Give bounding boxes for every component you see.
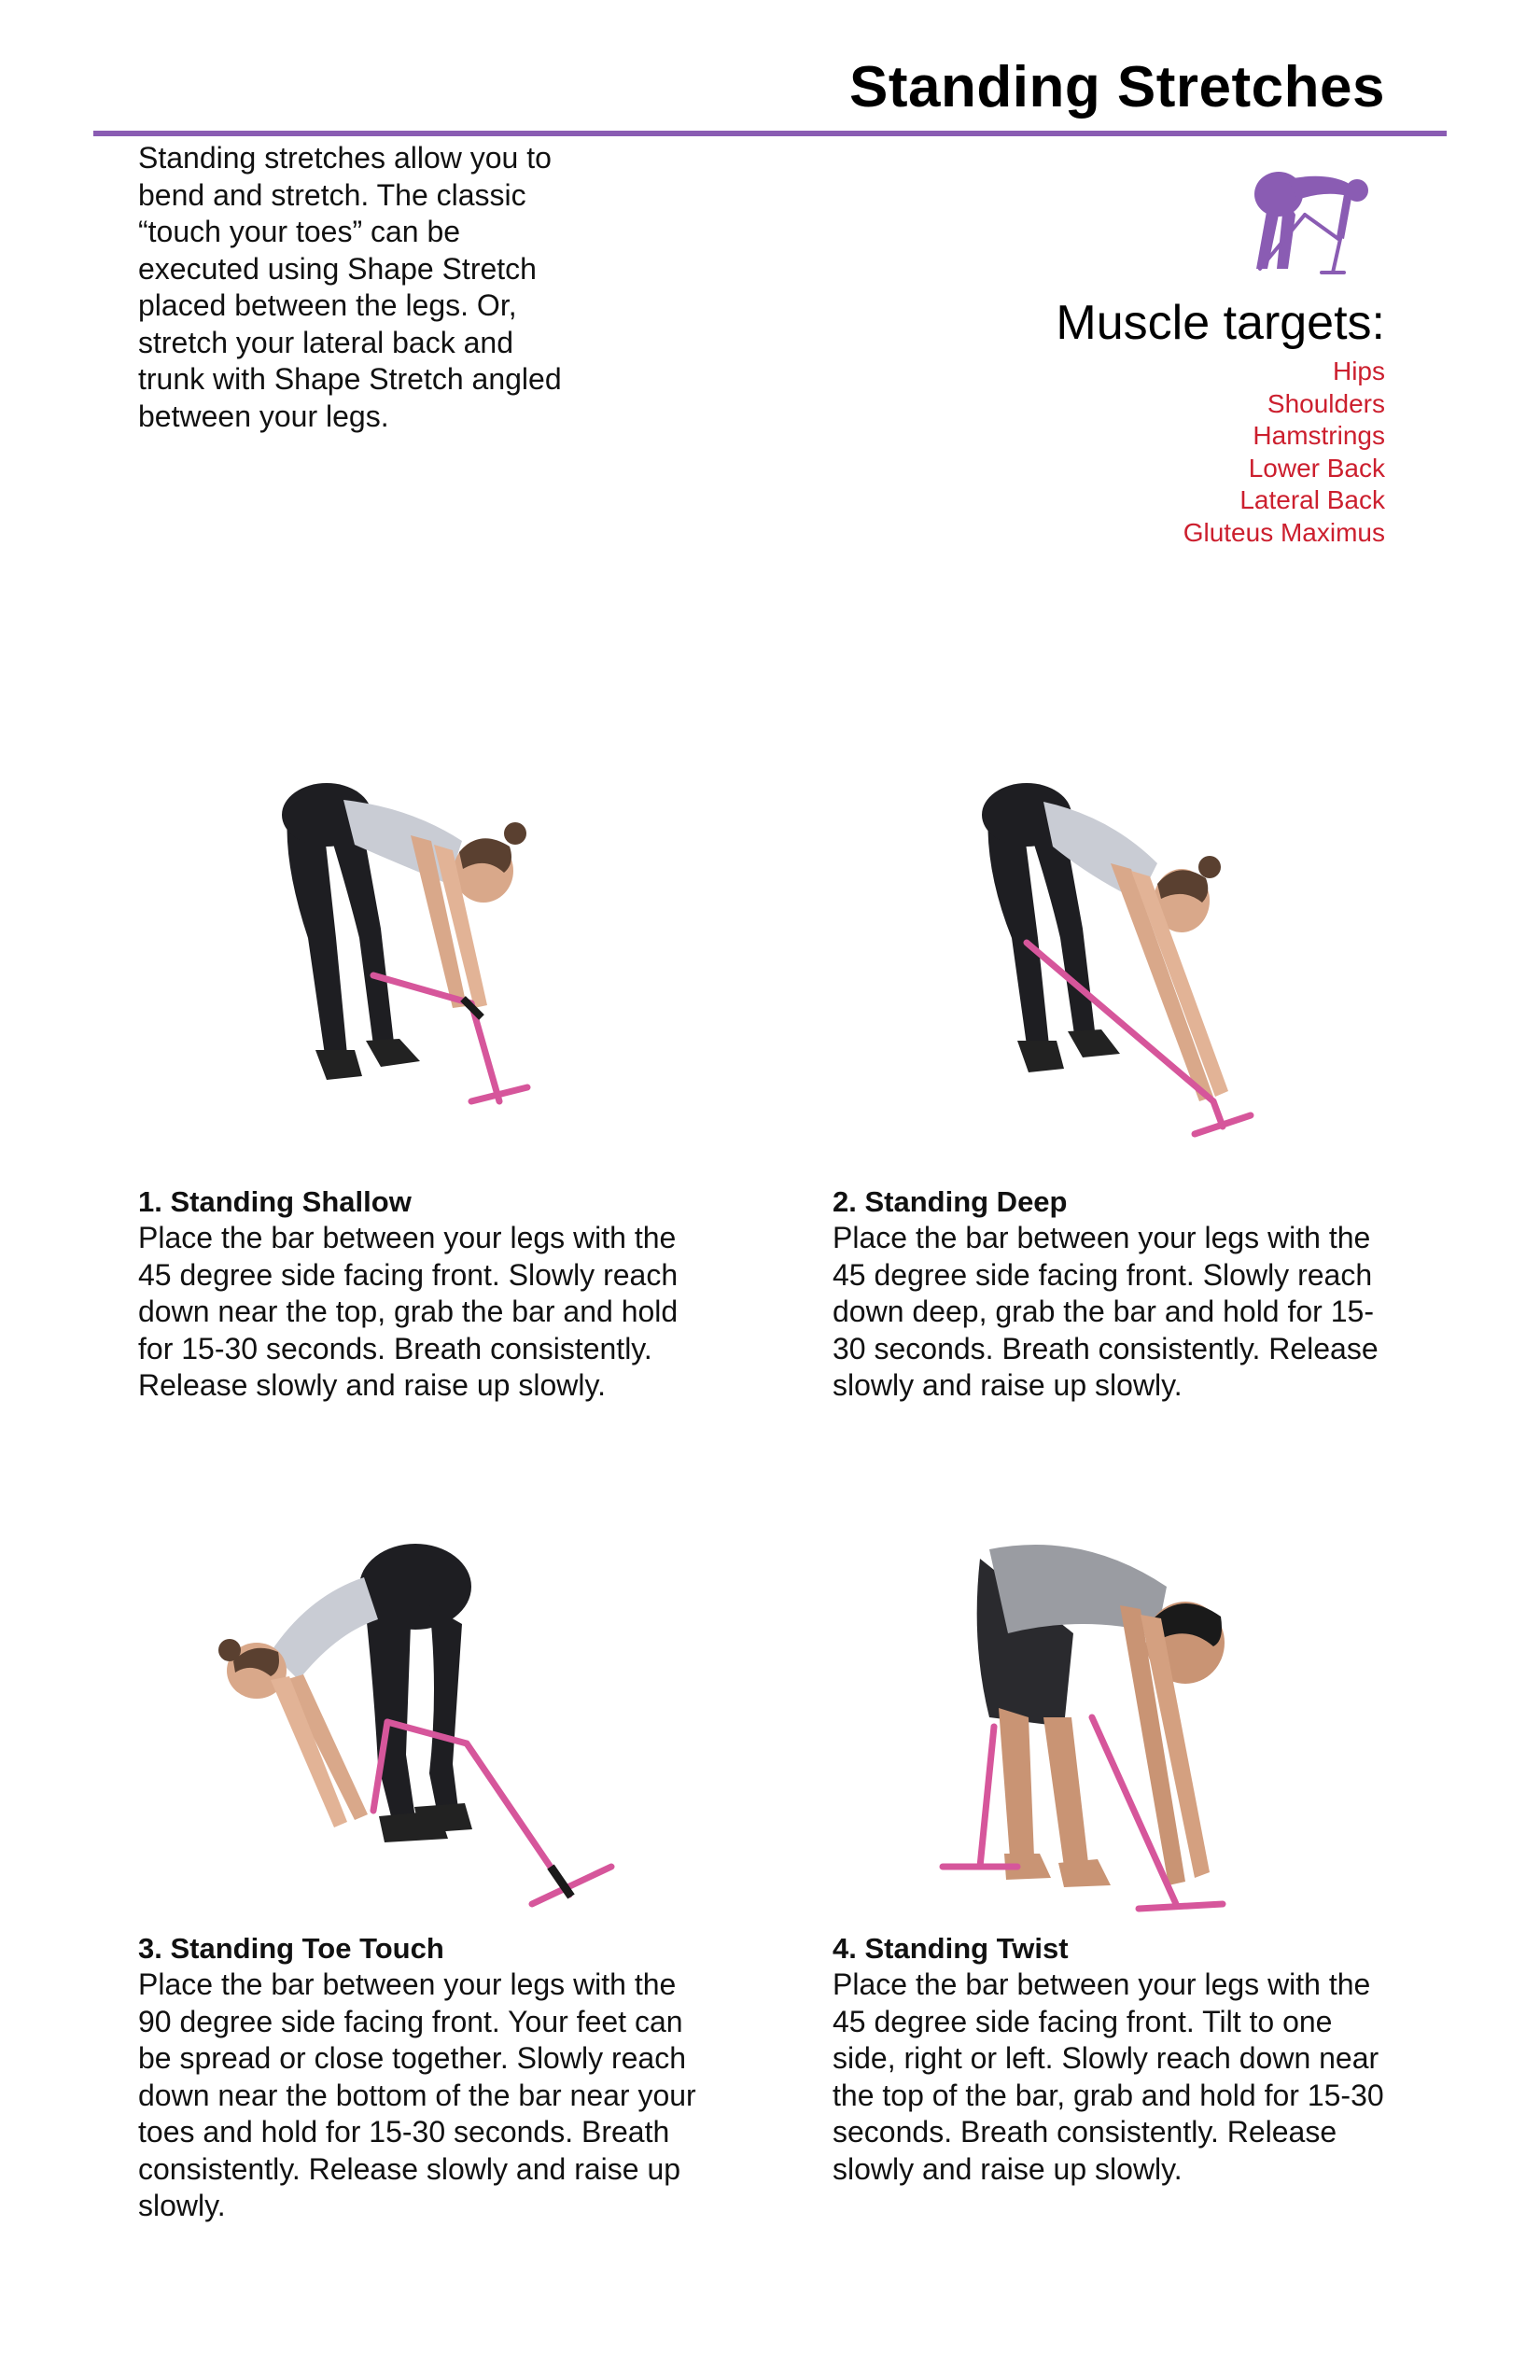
step-title: 2. Standing Deep bbox=[833, 1185, 1068, 1218]
step-instructions: Place the bar between your legs with the 45 degree side facing front. Tilt to one side, right or left. Slowly reach down near the top of the bar, grab and hold for 15-30 seconds. Breath consistently. Release slowly and raise up slowly. bbox=[833, 1967, 1384, 2186]
step-instructions: Place the bar between your legs with the 45 degree side facing front. Slowly reach down near the top, grab the bar and hold for 15-30 seconds. Breath consistently. Release slowly and raise up slowly. bbox=[138, 1221, 679, 1402]
intro-text: Standing stretches allow you to bend and stretch. The classic “touch your toes” can be executed using Shape Stretch placed between the legs. Or, stretch your lateral back and trunk with Shape Stretch angled between your legs. bbox=[138, 141, 562, 433]
muscle-item: Shoulders bbox=[1267, 388, 1385, 418]
muscle-item: Hips bbox=[1332, 357, 1385, 385]
step-standing-shallow bbox=[138, 1183, 717, 1405]
page-title: Standing Stretches bbox=[849, 55, 1385, 119]
muscle-item: Hamstrings bbox=[1253, 421, 1385, 450]
muscle-item: Lateral Back bbox=[1239, 485, 1385, 514]
muscle-item: Lower Back bbox=[1248, 453, 1385, 483]
photo-standing-toe-touch bbox=[215, 1531, 625, 1923]
muscle-targets-heading: Muscle targets: bbox=[1056, 296, 1385, 350]
step-instructions: Place the bar between your legs with the 90 degree side facing front. Your feet can be spread or close together. Slowly reach down near the bottom of the bar near your toes and hold for 15-30 seconds. Breath consistently. Release slowly and raise up slowly. bbox=[138, 1967, 696, 2222]
muscle-item: Gluteus Maximus bbox=[1183, 517, 1385, 547]
step-instructions: Place the bar between your legs with the 45 degree side facing front. Slowly reach down deep, grab the bar and hold for 15-30 seconds. Breath consistently. Release slowly and raise up slowly. bbox=[833, 1221, 1379, 1402]
muscle-targets bbox=[1056, 294, 1385, 549]
step-title: 1. Standing Shallow bbox=[138, 1185, 412, 1218]
step-standing-toe-touch bbox=[138, 1930, 717, 2225]
step-standing-twist bbox=[833, 1930, 1393, 2188]
photo-standing-shallow bbox=[271, 779, 560, 1181]
bending-figure-with-bar-icon bbox=[1251, 159, 1372, 275]
title-divider bbox=[93, 131, 1447, 136]
step-standing-deep bbox=[833, 1183, 1393, 1405]
step-title: 4. Standing Twist bbox=[833, 1932, 1069, 1965]
photo-standing-deep bbox=[971, 779, 1260, 1162]
muscle-target-list bbox=[1056, 356, 1385, 549]
step-title: 3. Standing Toe Touch bbox=[138, 1932, 444, 1965]
photo-standing-twist bbox=[924, 1531, 1288, 1941]
